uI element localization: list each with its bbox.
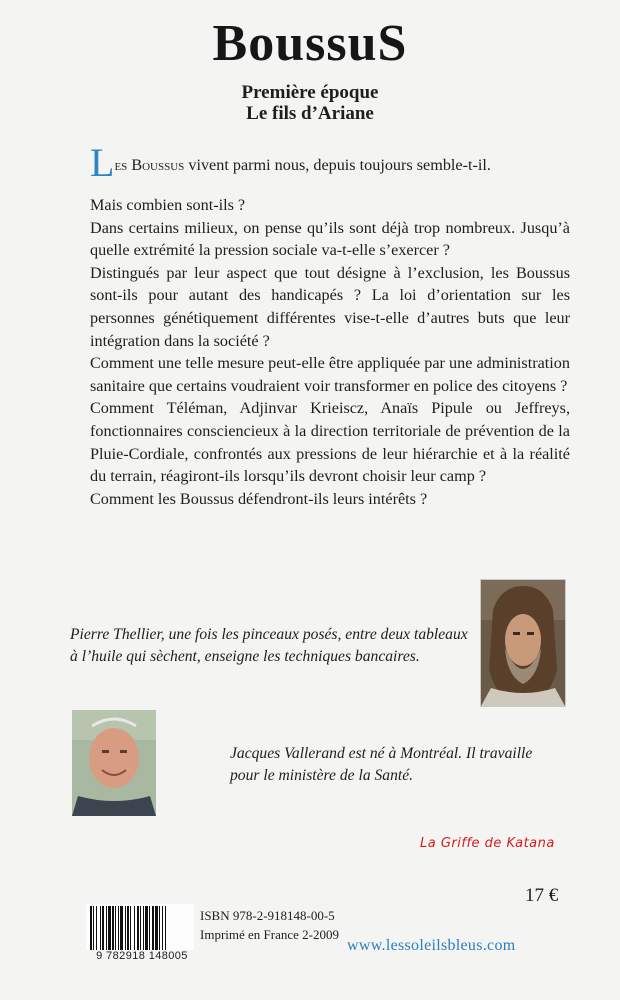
price: 17 € bbox=[525, 885, 559, 906]
blurb-paragraph: Comment une telle mesure peut-elle être appliquée par une administration sanitaire que certains voudraient voir transformer en police des citoyens ? bbox=[90, 354, 570, 395]
blurb-intro bbox=[90, 140, 570, 185]
intro-rest: vivent parmi nous, depuis toujours semble-t-il. bbox=[184, 156, 491, 174]
blurb-paragraph: Distingués par leur aspect que tout désigne à l’exclusion, les Boussus sont-ils pour autant des handicapés ? La loi d’orientation sur les personnes génétiquement différentes vise-t-elle d’autres buts que leur intégration dans la société ? bbox=[90, 263, 570, 350]
author-bio-pierre: Pierre Thellier, une fois les pinceaux posés, entre deux tableaux à l’huile qui sèchent, enseigne les techniques bancaires. bbox=[70, 626, 468, 665]
subtitle-book: Le fils d’Ariane bbox=[246, 103, 374, 124]
subtitle-volume: Première époque bbox=[241, 82, 379, 103]
publisher-url[interactable]: www.lessoleilsbleus.com bbox=[347, 937, 516, 954]
isbn-number: ISBN 978-2-918148-00-5 bbox=[200, 908, 335, 923]
blurb-paragraph: Comment Téléman, Adjinvar Krieiscz, Anaïs Pipule ou Jeffreys, fonctionnaires consciencieux à la direction territoriale de prévention de la Pluie-Cordiale, confrontés aux pressions de leur hiérarchie et à la réalité du terrain, réagiront-ils lorsqu’ils devront choisir leur camp ? bbox=[90, 399, 570, 486]
blurb-paragraph: Comment les Boussus défendront-ils leurs intérêts ? bbox=[90, 489, 428, 508]
author-bio-jacques: Jacques Vallerand est né à Montréal. Il travaille pour le ministère de la Santé. bbox=[230, 745, 533, 784]
drop-cap: L bbox=[90, 140, 115, 185]
isbn-info bbox=[200, 906, 339, 944]
book-title: BoussuS bbox=[212, 15, 408, 72]
barcode-number: 9 782918 148005 bbox=[86, 950, 198, 962]
blurb bbox=[90, 140, 570, 510]
author-photo-pierre bbox=[480, 579, 566, 707]
intro-smallcaps: es Boussus bbox=[114, 156, 185, 174]
blurb-paragraph: Mais combien sont-ils ? bbox=[90, 196, 246, 214]
blurb-paragraph: Dans certains milieux, on pense qu’ils sont déjà trop nombreux. Jusqu’à quelle extrémité la pression sociale va-t-elle s’exercer ? bbox=[90, 218, 570, 260]
publisher-logo: La Griffe de Katana bbox=[420, 836, 555, 851]
print-info: Imprimé en France 2-2009 bbox=[200, 927, 339, 942]
author-photo-jacques bbox=[72, 710, 156, 816]
